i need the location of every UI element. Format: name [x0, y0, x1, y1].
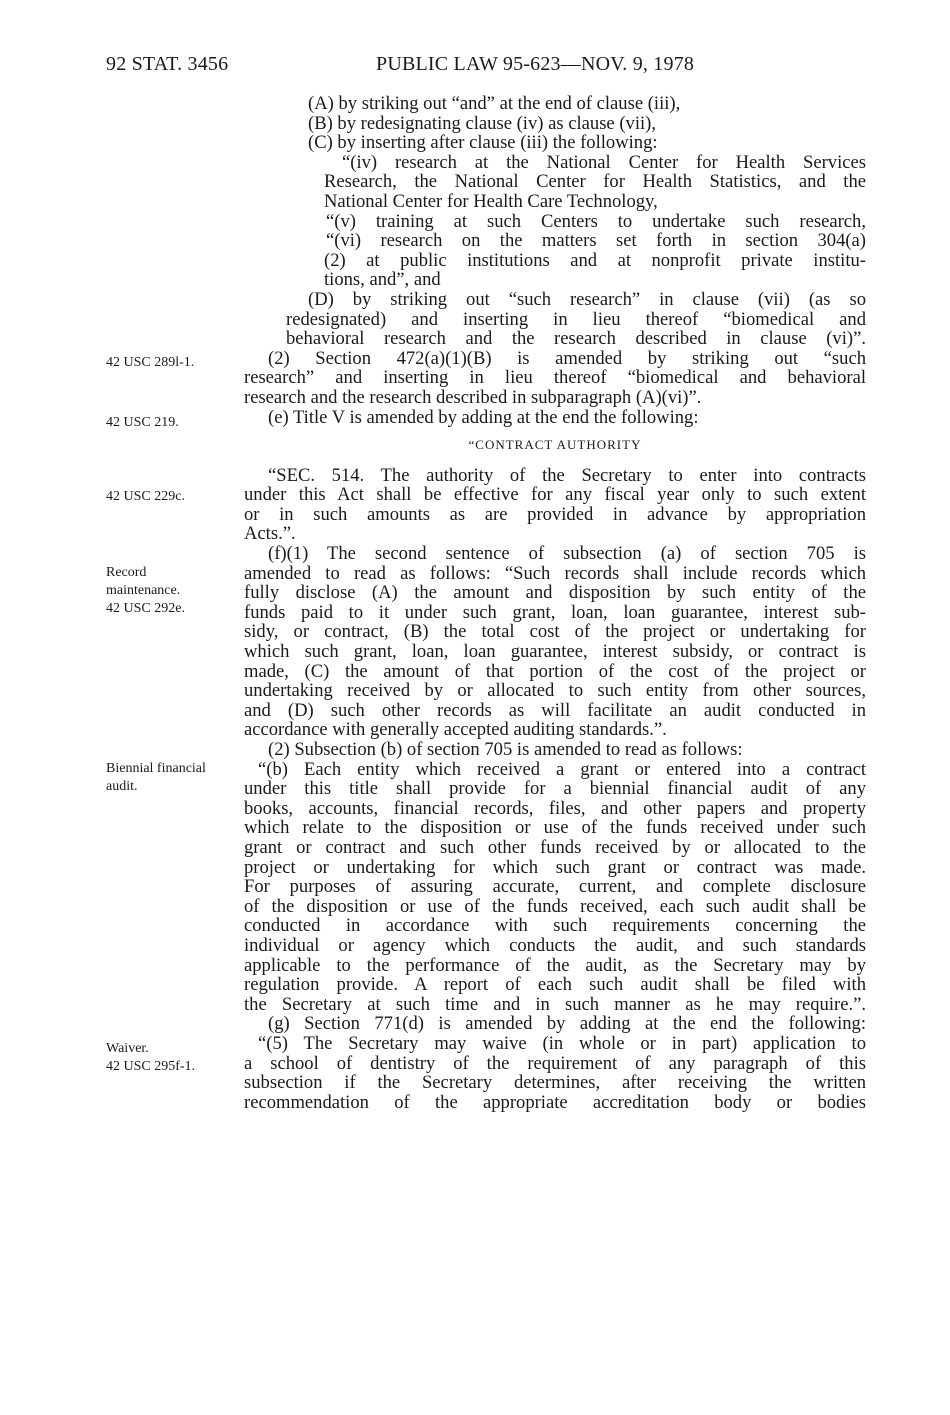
text-line: undertaking received by or allocated to such entity from other sources,	[244, 680, 866, 702]
text-line: “SEC. 514. The authority of the Secretary to enter into contracts	[268, 464, 866, 486]
text-line: and (D) such other records as will facilitate an audit conducted in	[244, 699, 866, 721]
text-line: grant or contract and such other funds received by or allocated to the	[244, 836, 866, 858]
text-line: “(5) The Secretary may waive (in whole or in part) application to	[258, 1032, 866, 1054]
margin-note-text: maintenance.	[106, 583, 181, 598]
margin-note-text: 42 USC 289l-1.	[106, 355, 195, 370]
text-line: (2) Subsection (b) of section 705 is amended to read as follows:	[268, 739, 743, 760]
text-line: amended to read as follows: “Such records shall include records which	[244, 562, 866, 584]
public-law-title: PUBLIC LAW 95-623—NOV. 9, 1978	[376, 53, 695, 75]
stat-page-number: 92 STAT. 3456	[106, 53, 229, 75]
document-body	[244, 94, 866, 1112]
text-line: (D) by striking out “such research” in clause (vii) (as so	[308, 288, 866, 310]
page-header	[106, 50, 866, 78]
margin-note-text: Waiver.	[106, 1041, 149, 1056]
text-line: National Center for Health Care Technology,	[324, 190, 658, 212]
text-line: (C) by inserting after clause (iii) the following:	[308, 132, 658, 154]
text-line: “(v) training at such Centers to undertake such research,	[326, 210, 866, 232]
text-line: regulation provide. A report of each such audit shall be filed with	[244, 974, 866, 996]
text-line: behavioral research and the research described in clause (vi)”.	[286, 328, 866, 350]
text-line: (2) Section 472(a)(1)(B) is amended by striking out “such	[268, 347, 866, 369]
margin-note-text: Biennial financial	[106, 761, 206, 776]
text-line: which relate to the disposition or use of the funds received under such	[244, 817, 866, 839]
text-line: project or undertaking for which such grant or contract was made.	[244, 856, 866, 878]
text-line: research and the research described in subparagraph (A)(vi)”.	[244, 386, 702, 408]
text-line: individual or agency which conducts the audit, and such standards	[244, 934, 866, 956]
text-line: “(vi) research on the matters set forth in section 304(a)	[326, 230, 866, 252]
text-line: which such grant, loan, loan guarantee, interest subsidy, or contract is	[244, 641, 866, 663]
text-line: books, accounts, financial records, files, and other papers and property	[244, 797, 866, 819]
margin-note-text: 42 USC 229c.	[106, 489, 185, 504]
text-line: (e) Title V is amended by adding at the end the following:	[268, 406, 699, 428]
text-line: “(b) Each entity which received a grant or entered into a contract	[258, 758, 866, 780]
text-line: Acts.”.	[244, 523, 296, 545]
text-line: the Secretary at such time and in such manner as he may require.”.	[244, 993, 866, 1015]
text-line: sidy, or contract, (B) the total cost of the project or undertaking for	[244, 621, 866, 643]
text-line: research” and inserting in lieu thereof “biomedical and behavioral	[244, 367, 866, 389]
text-line: Research, the National Center for Health Statistics, and the	[324, 171, 866, 193]
text-line: accordance with generally accepted auditing standards.”.	[244, 719, 667, 741]
margin-note-219	[106, 414, 236, 432]
text-line: or in such amounts as are provided in advance by appropriation	[244, 503, 866, 525]
margin-note-text: audit.	[106, 779, 138, 794]
text-line: made, (C) the amount of that portion of the cost of the project or	[244, 660, 866, 682]
text-line: For purposes of assuring accurate, current, and complete disclosure	[244, 876, 866, 898]
text-line: fully disclose (A) the amount and disposition by such entity of the	[244, 582, 866, 604]
margin-note-289l	[106, 354, 236, 372]
text-line: subsection if the Secretary determines, after receiving the written	[244, 1072, 866, 1094]
text-line: redesignated) and inserting in lieu thereof “biomedical and	[286, 308, 866, 330]
text-line: (A) by striking out “and” at the end of clause (iii),	[308, 93, 681, 114]
text-line: a school of dentistry of the requirement of any paragraph of this	[244, 1052, 866, 1074]
text-line: tions, and”, and	[324, 269, 441, 291]
text-line: recommendation of the appropriate accreditation body or bodies	[244, 1091, 866, 1113]
text-line: (B) by redesignating clause (iv) as clause (vii),	[308, 112, 656, 134]
margin-note-text: 42 USC 295f-1.	[106, 1059, 196, 1074]
text-line: applicable to the performance of the audit, as the Secretary may by	[244, 954, 866, 976]
margin-note-text: 42 USC 219.	[106, 415, 179, 430]
margin-note-waiver	[106, 1040, 236, 1076]
text-line: under this Act shall be effective for any fiscal year only to such extent	[244, 484, 866, 506]
margin-note-text: 42 USC 292e.	[106, 601, 185, 616]
text-line: funds paid to it under such grant, loan, loan guarantee, interest sub-	[244, 601, 866, 623]
text-line: of the disposition or use of the funds received, each such audit shall be	[244, 895, 866, 917]
text-line: “(iv) research at the National Center for Health Services	[342, 151, 866, 173]
text-line: conducted in accordance with such requirements concerning the	[244, 915, 866, 937]
text-line: under this title shall provide for a biennial financial audit of any	[244, 778, 866, 800]
margin-note-229c	[106, 488, 236, 506]
text-line: (g) Section 771(d) is amended by adding at the end the following:	[268, 1013, 866, 1035]
margin-note-biennial-audit	[106, 760, 236, 796]
text-line: (f)(1) The second sentence of subsection (a) of section 705 is	[268, 543, 866, 565]
margin-note-text: Record	[106, 565, 147, 580]
section-heading: “CONTRACT AUTHORITY	[468, 437, 642, 453]
text-line: (2) at public institutions and at nonprofit private institu-	[324, 249, 866, 271]
margin-note-record-maintenance	[106, 564, 236, 618]
